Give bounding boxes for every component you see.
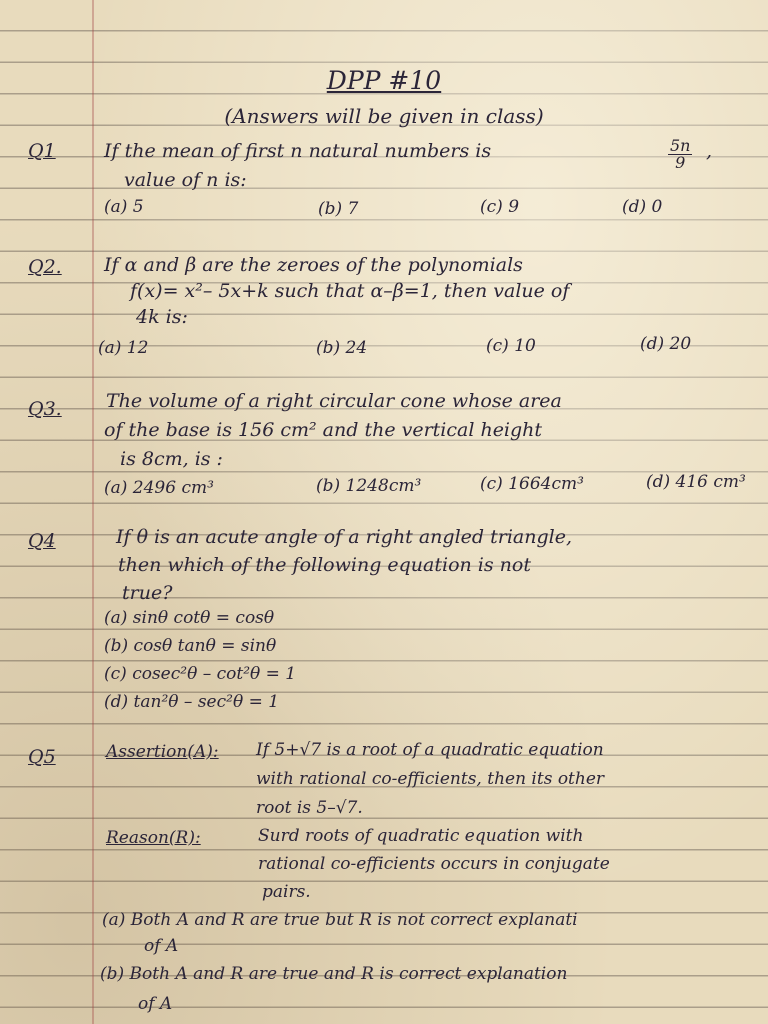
- q4-option-c: (c) cosec²θ – cot²θ = 1: [104, 664, 297, 684]
- q4-option-a: (a) sinθ cotθ = cosθ: [104, 608, 275, 628]
- assertion-line-3: root is 5–√7.: [256, 798, 363, 818]
- q3-line-1: The volume of a right circular cone whose area: [106, 390, 562, 412]
- q3-line-3: is 8cm, is :: [120, 448, 223, 470]
- q1-fraction-denominator: 9: [675, 153, 686, 172]
- q4-line-3: true?: [122, 582, 173, 604]
- q3-option-d: (d) 416 cm³: [646, 472, 746, 492]
- q1-fraction-numerator: 5n: [670, 136, 691, 155]
- q1-option-d: (d) 0: [622, 197, 663, 217]
- q2-option-c: (c) 10: [486, 336, 536, 356]
- q2-option-b: (b) 24: [316, 338, 368, 358]
- q1-line-2: value of n is:: [124, 169, 247, 191]
- q3-option-c: (c) 1664cm³: [480, 474, 584, 494]
- q3-line-2: of the base is 156 cm² and the vertical height: [104, 419, 543, 441]
- page-subtitle: (Answers will be given in class): [224, 104, 544, 128]
- q2-line-3: 4k is:: [136, 306, 188, 328]
- assertion-line-2: with rational co-efficients, then its other: [256, 769, 605, 789]
- q3-option-b: (b) 1248cm³: [316, 476, 422, 496]
- q2-option-a: (a) 12: [98, 338, 149, 358]
- assertion-label: Assertion(A):: [106, 742, 219, 762]
- q1-fraction-comma: ,: [706, 140, 713, 162]
- q4-option-d: (d) tan²θ – sec²θ = 1: [104, 692, 280, 712]
- reason-line-3: pairs.: [262, 882, 311, 902]
- q1-option-c: (c) 9: [480, 197, 520, 217]
- q1-fraction: [668, 138, 692, 171]
- assertion-line-1: If 5+√7 is a root of a quadratic equation: [256, 740, 604, 760]
- q4-option-b: (b) cosθ tanθ = sinθ: [104, 636, 277, 656]
- reason-label: Reason(R):: [106, 828, 201, 848]
- reason-line-2: rational co-efficients occurs in conjugate: [258, 854, 610, 874]
- question-number-1: Q1: [28, 140, 56, 162]
- q4-line-2: then which of the following equation is not: [118, 554, 531, 576]
- q3-option-a: (a) 2496 cm³: [104, 478, 214, 498]
- q1-option-a: (a) 5: [104, 197, 144, 217]
- q1-line-1: If the mean of first n natural numbers is: [104, 140, 492, 162]
- q5-option-a-cont: of A: [144, 936, 179, 956]
- page-title: DPP #10: [326, 66, 442, 95]
- q2-option-d: (d) 20: [640, 334, 692, 354]
- question-number-4: Q4: [28, 530, 56, 552]
- q2-line-2: f(x)= x²– 5x+k such that α–β=1, then value of: [130, 280, 570, 302]
- q5-option-b: (b) Both A and R are true and R is correct explanation: [100, 964, 568, 984]
- question-number-2: Q2.: [28, 256, 62, 278]
- reason-line-1: Surd roots of quadratic equation with: [258, 826, 584, 846]
- q5-option-b-cont: of A: [138, 994, 173, 1014]
- question-number-3: Q3.: [28, 398, 62, 420]
- question-number-5: Q5: [28, 746, 56, 768]
- margin-line: [92, 0, 94, 1024]
- q4-line-1: If θ is an acute angle of a right angled triangle,: [116, 526, 572, 548]
- q5-option-a: (a) Both A and R are true but R is not correct explanati: [102, 910, 578, 930]
- q2-line-1: If α and β are the zeroes of the polynomials: [104, 254, 523, 276]
- q1-option-b: (b) 7: [318, 199, 359, 219]
